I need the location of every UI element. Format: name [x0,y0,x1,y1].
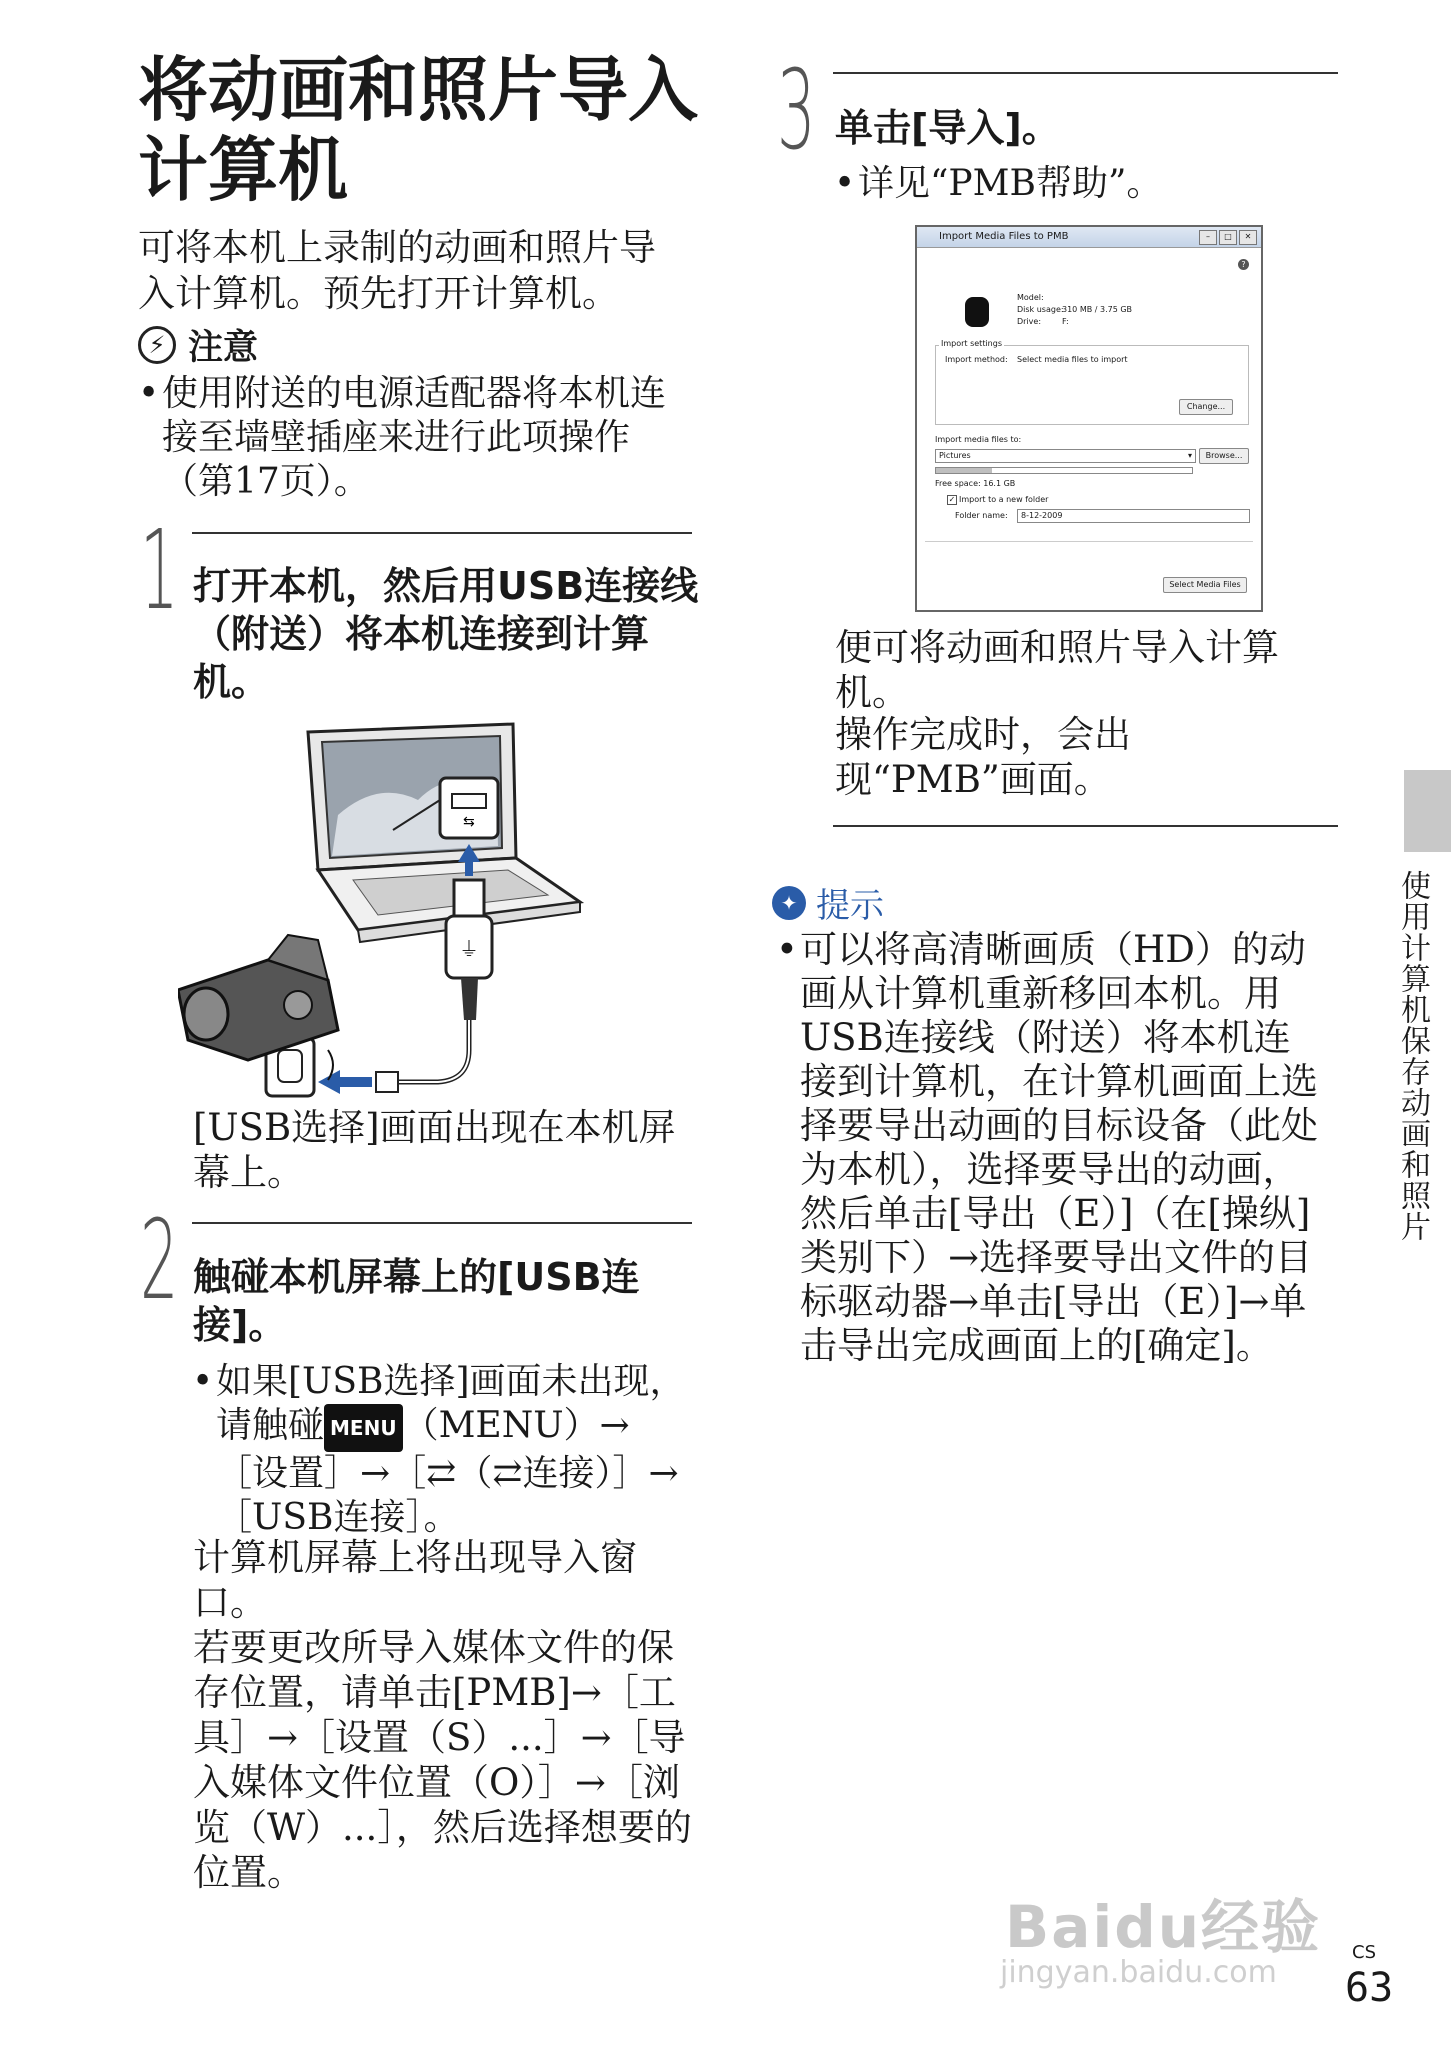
step3-heading: 单击[导入]。 [835,106,1060,150]
import-method-value: Select media files to import [1017,355,1128,364]
drive-label: Drive: [1017,317,1042,326]
folder-name-input[interactable]: 8-12-2009 [1017,509,1250,523]
tip-heading [772,878,884,927]
step3-number: 3 [777,46,816,174]
step3-bullet-text: 详见“PMB帮助”。 [858,163,1163,204]
step1-number: 1 [140,506,179,634]
dialog-titlebar [917,227,1261,248]
close-icon[interactable]: ✕ [1239,230,1257,245]
free-space-bar [935,467,1193,474]
section-tab-marker [1404,770,1451,852]
step2-bullet-text-b: （MENU）→［设置］→［⇄（⇄连接）］→［USB连接］。 [216,1405,679,1538]
dialog-divider [925,541,1253,542]
watermark-logo: Baidu经验 [1005,1893,1322,1961]
watermark-url: jingyan.baidu.com [1000,1955,1277,1990]
step2-bullet: • 如果[USB选择]画面未出现，请触碰 MENU （MENU）→［设置］→［⇄（⇄连接）］→［USB连接］。 [192,1361,686,1538]
tip-bullet: • 可以将高清晰画质（HD）的动画从计算机重新移回本机。用USB连接线（附送）将本机连接到计算机，在计算机画面上选择要导出动画的目标设备（此处为本机），选择要导出的动画，然后单击[导出（E）]（在[操纵]类别下）→选择要导出文件的目标驱动器→单击[导出（E）]→单击导出完成画面上的[确定]。 [776,928,1318,1367]
note-bullet: • 使用附送的电源适配器将本机连接至墙壁插座来进行此项操作（第17页）。 [138,373,667,502]
tip-text: 可以将高清晰画质（HD）的动画从计算机重新移回本机。用USB连接线（附送）将本机连接到计算机，在计算机画面上选择要导出动画的目标设备（此处为本机），选择要导出的动画，然后单击[导出（E）]（在[操纵]类别下）→选择要导出文件的目标驱动器→单击[导出（E）]→单击导出完成画面上的[确定]。 [800,928,1318,1367]
change-button[interactable]: Change... [1179,399,1233,415]
step2-para2: 若要更改所导入媒体文件的保存位置，请单击[PMB]→［工具］→［设置（S）...］→［导入媒体文件位置（O）］→［浏览（W）...］，然后选择想要的位置。 [193,1626,692,1894]
step3-bullet: • 详见“PMB帮助”。 [834,163,1163,204]
disk-usage-label: Disk usage: [1017,305,1064,314]
note-text: 使用附送的电源适配器将本机连接至墙壁插座来进行此项操作（第17页）。 [162,373,667,502]
import-method-label: Import method: [945,355,1008,364]
section-side-label: 使用计算机保存动画和照片 [1395,870,1430,1242]
step1-heading: 打开本机，然后用USB连接线（附送）将本机连接到计算机。 [193,564,699,704]
svg-text:⏚: ⏚ [459,937,479,961]
dialog-title: Import Media Files to PMB [939,231,1069,242]
location-select[interactable] [935,449,1196,463]
svg-text:⇆: ⇆ [463,814,475,830]
step3-after1: 便可将动画和照片导入计算机。 [835,626,1279,714]
step1-rule [192,532,692,534]
folder-name-label: Folder name: [955,511,1008,520]
new-folder-checkbox[interactable]: ✓ [948,495,956,504]
free-space-text: Free space: 16.1 GB [935,479,1016,488]
help-icon[interactable]: ? [1238,259,1249,270]
import-settings-label: Import settings [941,339,1002,348]
disk-usage-value: 310 MB / 3.75 GB [1062,305,1133,314]
step2-bullet-text-a: 如果[USB选择]画面未出现，请触碰 [216,1361,686,1446]
step2-para1: 计算机屏幕上将出现导入窗口。 [193,1536,637,1624]
dropdown-arrow-icon: ▾ [1187,451,1192,460]
step3-end-rule [833,825,1338,827]
maximize-icon[interactable]: □ [1219,230,1237,245]
lightbulb-icon: ✦ [772,886,806,920]
minimize-icon[interactable]: – [1199,230,1217,245]
page-number: 63 [1345,1965,1394,2011]
tip-heading-label: 提示 [816,886,884,926]
menu-key-icon: MENU [324,1404,403,1452]
step3-after2: 操作完成时，会出现“PMB”画面。 [835,713,1131,801]
new-folder-checkbox-label: Import to a new folder [959,495,1049,504]
intro-text: 可将本机上录制的动画和照片导入计算机。预先打开计算机。 [138,226,656,315]
page-lang-code: CS [1352,1942,1376,1963]
browse-button[interactable]: Browse... [1199,448,1249,464]
import-media-dialog [915,225,1263,612]
model-label: Model: [1017,293,1044,302]
step2-number: 2 [140,1196,179,1324]
step2-rule [192,1222,692,1224]
step2-heading: 触碰本机屏幕上的[USB连接]。 [193,1255,640,1347]
usb-connection-illustration [178,720,648,1100]
location-select-value: Pictures [939,451,971,460]
usb-plug-icon [446,880,492,1020]
select-media-files-button[interactable]: Select Media Files [1163,577,1247,593]
step3-rule [833,72,1338,74]
drive-icon [965,297,989,327]
lightning-icon: ⚡ [138,326,176,364]
page-title: 将动画和照片导入计算机 [138,49,698,211]
import-to-label: Import media files to: [935,435,1022,444]
note-heading [138,320,258,370]
note-heading-label: 注意 [188,328,259,368]
drive-value: F: [1062,317,1069,326]
step1-after-text: [USB选择]画面出现在本机屏幕上。 [193,1106,676,1194]
